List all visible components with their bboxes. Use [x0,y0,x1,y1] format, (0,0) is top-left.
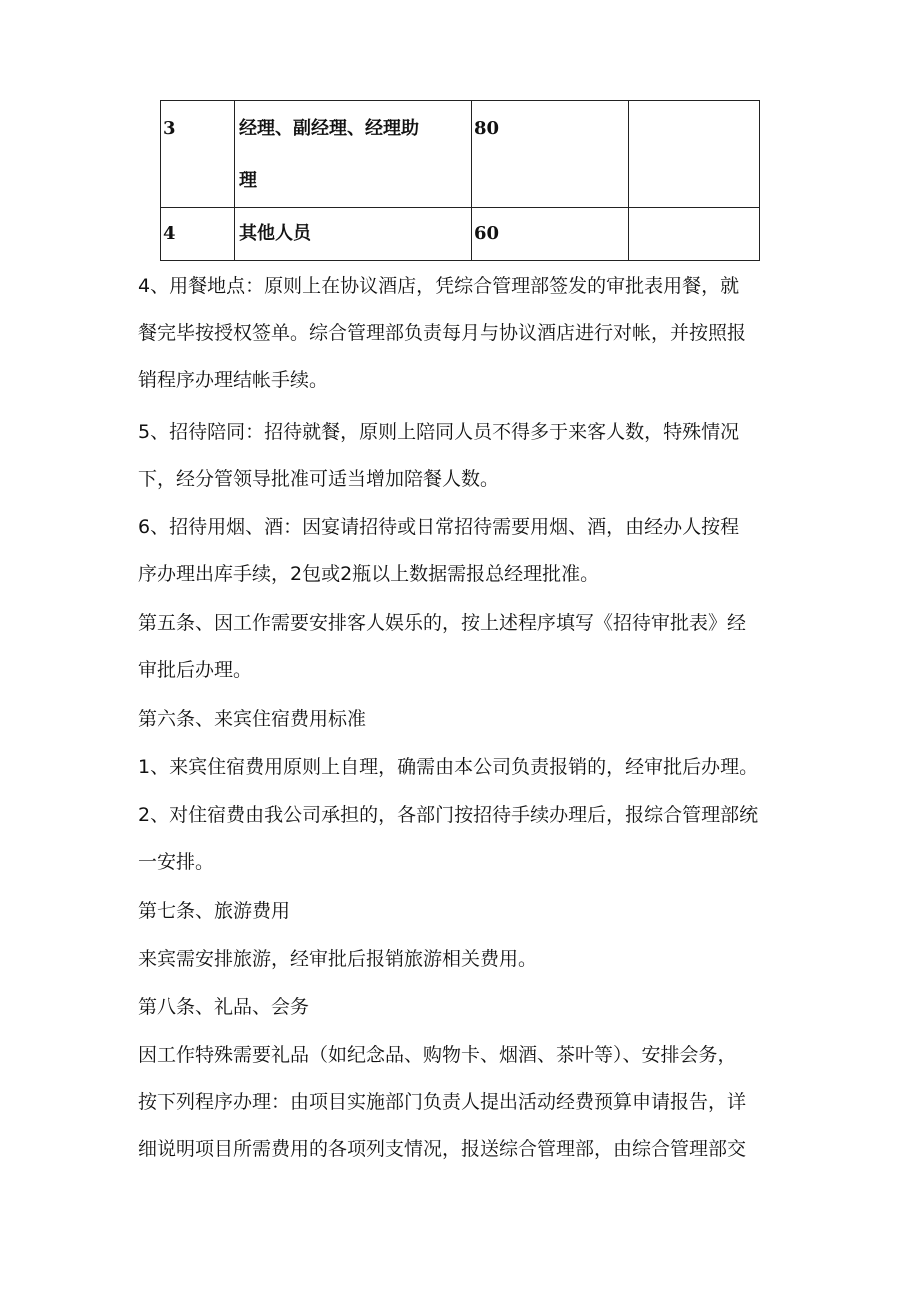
paragraph-line: 1、来宾住宿费用原则上自理，确需由本公司负责报销的，经审批后办理。 [138,756,759,778]
paragraph-line: 餐完毕按授权签单。综合管理部负责每月与协议酒店进行对帐，并按照报 [138,322,747,344]
paragraph-line: 序办理出库手续，2包或2瓶以上数据需报总经理批准。 [138,563,600,585]
paragraph-travel [138,936,788,983]
paragraph-line: 下，经分管领导批准可适当增加陪餐人数。 [138,468,500,490]
paragraph-line: 第八条、礼品、会务 [138,996,310,1018]
paragraph-lodging-1 [138,744,788,791]
article-five [138,600,788,694]
paragraph-gifts-meetings [138,1032,788,1173]
article-eight-heading [138,984,788,1031]
paragraph-line: 来宾需安排旅游，经审批后报销旅游相关费用。 [138,948,538,970]
table-cell-note [629,101,760,208]
paragraph-lodging-2 [138,792,788,886]
table-cell-no: 3 [161,101,235,208]
hospitality-standard-table [160,100,760,261]
paragraph-line: 第六条、来宾住宿费用标准 [138,708,367,730]
table-cell-position [235,101,472,208]
paragraph-line: 6、招待用烟、酒：因宴请招待或日常招待需要用烟、酒，由经办人按程 [138,516,740,538]
paragraph-line: 销程序办理结帐手续。 [138,369,329,391]
paragraph-line: 第七条、旅游费用 [138,900,291,922]
table-row [161,208,760,261]
article-six-heading [138,696,788,743]
table-cell-no: 4 [161,208,235,261]
table-cell-note [629,208,760,261]
paragraph-tobacco-alcohol [138,504,788,598]
table-cell-amount: 80 [472,101,629,208]
paragraph-line: 审批后办理。 [138,659,253,681]
paragraph-line: 细说明项目所需费用的各项列支情况，报送综合管理部，由综合管理部交 [138,1138,747,1160]
paragraph-line: 因工作特殊需要礼品（如纪念品、购物卡、烟酒、茶叶等）、安排会务， [138,1044,737,1066]
paragraph-line: 4、用餐地点：原则上在协议酒店，凭综合管理部签发的审批表用餐，就 [138,275,740,297]
table-row [161,101,760,208]
paragraph-dining-location [138,263,788,404]
table-cell-position-line: 理 [239,170,257,191]
paragraph-line: 按下列程序办理：由项目实施部门负责人提出活动经费预算申请报告，详 [138,1091,747,1113]
article-seven-heading [138,888,788,935]
paragraph-line: 5、招待陪同：招待就餐，原则上陪同人员不得多于来客人数，特殊情况 [138,421,740,443]
paragraph-line: 第五条、因工作需要安排客人娱乐的，按上述程序填写《招待审批表》经 [138,612,747,634]
paragraph-accompany [138,409,788,503]
table-cell-position-line: 经理、副经理、经理助 [239,118,419,139]
table-cell-position: 其他人员 [235,208,472,261]
paragraph-line: 一安排。 [138,851,215,873]
paragraph-line: 2、对住宿费由我公司承担的，各部门按招待手续办理后，报综合管理部统 [138,804,759,826]
table-cell-amount: 60 [472,208,629,261]
